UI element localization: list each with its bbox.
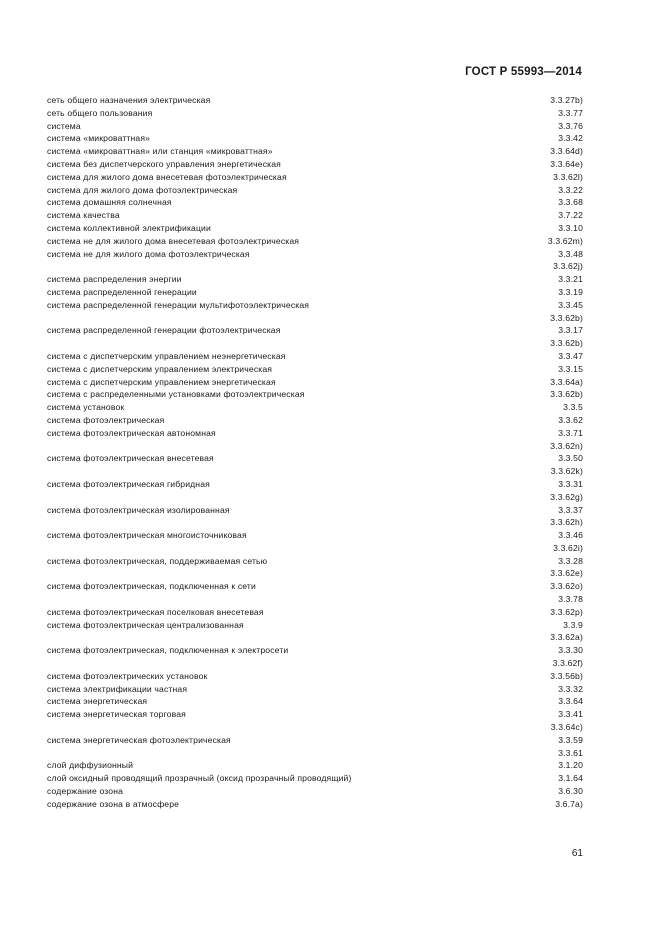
index-term: система коллективной электрификации: [47, 222, 211, 233]
index-entry: [47, 286, 583, 299]
index-term: система распределенной генерации: [47, 286, 197, 297]
index-term: слой оксидный проводящий прозрачный (оксид прозрачный проводящий): [47, 773, 352, 784]
index-reference: 3.3.62j): [553, 261, 583, 272]
index-term: система электрификации частная: [47, 683, 188, 694]
index-entry: [47, 209, 583, 222]
index-entry: [47, 504, 583, 517]
index-term: система не для жилого дома фотоэлектрическая: [47, 248, 250, 259]
term-index-list: [47, 94, 583, 811]
index-term: система распределенной генерации мультифотоэлектрическая: [47, 299, 310, 310]
index-entry: [47, 567, 583, 580]
index-term: система с диспетчерским управлением неэнергетическая: [47, 350, 286, 361]
index-entry: [47, 580, 583, 593]
index-reference: 3.3.62p): [550, 606, 583, 617]
index-reference: 3.3.5: [563, 402, 583, 413]
index-term: слой диффузионный: [47, 760, 134, 771]
index-reference: 3.3.64a): [550, 376, 583, 387]
index-entry: [47, 312, 583, 325]
index-term: система фотоэлектрическая, поддерживаемая сетью: [47, 555, 268, 566]
index-term: система фотоэлектрическая изолированная: [47, 504, 230, 515]
index-entry: [47, 657, 583, 670]
index-entry: [47, 721, 583, 734]
index-entry: [47, 196, 583, 209]
index-reference: 3.3.62e): [550, 568, 583, 579]
index-term: система домашняя солнечная: [47, 197, 172, 208]
index-term: система «микроваттная» или станция «микроваттная»: [47, 146, 273, 157]
index-term: система распределенной генерации фотоэлектрическая: [47, 325, 281, 336]
index-term: система фотоэлектрических установок: [47, 670, 208, 681]
index-reference: 3.3.62b): [550, 389, 583, 400]
index-entry: [47, 695, 583, 708]
index-entry: [47, 273, 583, 286]
document-header: ГОСТ Р 55993—2014: [465, 66, 582, 78]
index-term: система не для жилого дома внесетевая фотоэлектрическая: [47, 235, 300, 246]
index-reference: 3.3.62m): [547, 235, 583, 246]
index-entry: [47, 376, 583, 389]
index-reference: 3.3.64c): [550, 722, 583, 733]
index-entry: [47, 350, 583, 363]
index-reference: 3.3.68: [558, 197, 583, 208]
index-entry: [47, 120, 583, 133]
index-term: система фотоэлектрическая поселковая внесетевая: [47, 606, 264, 617]
index-term: сеть общего пользования: [47, 107, 153, 118]
index-entry: [47, 363, 583, 376]
index-reference: 3.3.17: [558, 325, 583, 336]
index-entry: [47, 772, 583, 785]
index-entry: [47, 542, 583, 555]
index-term: система без диспетчерского управления энергетическая: [47, 158, 281, 169]
index-reference: 3.1.20: [558, 760, 583, 771]
index-entry: [47, 132, 583, 145]
index-reference: 3.3.19: [558, 286, 583, 297]
index-entry: [47, 248, 583, 261]
index-term: система энергетическая фотоэлектрическая: [47, 734, 231, 745]
index-reference: 3.3.62b): [550, 338, 583, 349]
index-term: система: [47, 120, 81, 131]
index-entry: [47, 555, 583, 568]
index-entry: [47, 734, 583, 747]
index-reference: 3.3.78: [558, 594, 583, 605]
index-reference: 3.3.41: [558, 709, 583, 720]
index-term: система с диспетчерским управлением электрическая: [47, 363, 273, 374]
index-reference: 3.7.22: [558, 210, 583, 221]
index-entry: [47, 619, 583, 632]
index-term: система фотоэлектрическая: [47, 414, 165, 425]
index-reference: 3.3.42: [558, 133, 583, 144]
index-entry: [47, 478, 583, 491]
index-term: система энергетическая торговая: [47, 709, 186, 720]
index-reference: 3.3.62i): [553, 542, 583, 553]
index-entry: [47, 465, 583, 478]
index-term: система с диспетчерским управлением энергетическая: [47, 376, 276, 387]
index-entry: [47, 631, 583, 644]
index-entry: [47, 260, 583, 273]
index-reference: 3.3.62l): [553, 171, 583, 182]
index-entry: [47, 299, 583, 312]
index-term: система фотоэлектрическая гибридная: [47, 478, 210, 489]
index-reference: 3.3.28: [558, 555, 583, 566]
index-reference: 3.3.62f): [552, 658, 583, 669]
index-entry: [47, 440, 583, 453]
index-entry: [47, 145, 583, 158]
index-entry: [47, 401, 583, 414]
index-entry: [47, 747, 583, 760]
index-entry: [47, 491, 583, 504]
index-entry: [47, 94, 583, 107]
index-entry: [47, 235, 583, 248]
index-term: система фотоэлектрическая, подключенная к сети: [47, 581, 256, 592]
index-reference: 3.3.62k): [550, 466, 583, 477]
index-entry: [47, 644, 583, 657]
index-reference: 3.3.59: [558, 734, 583, 745]
index-entry: [47, 452, 583, 465]
index-reference: 3.3.76: [558, 120, 583, 131]
index-term: содержание озона: [47, 786, 124, 797]
index-reference: 3.3.46: [558, 530, 583, 541]
index-entry: [47, 158, 583, 171]
index-entry: [47, 516, 583, 529]
index-reference: 3.3.62g): [550, 491, 583, 502]
index-reference: 3.3.50: [558, 453, 583, 464]
index-term: сеть общего назначения электрическая: [47, 95, 211, 105]
index-term: система энергетическая: [47, 696, 148, 707]
page-number: 61: [571, 848, 583, 859]
index-reference: 3.3.47: [558, 350, 583, 361]
index-entry: [47, 222, 583, 235]
index-reference: 3.3.71: [558, 427, 583, 438]
index-reference: 3.3.64e): [550, 158, 583, 169]
index-reference: 3.3.9: [563, 619, 583, 630]
index-entry: [47, 324, 583, 337]
index-entry: [47, 529, 583, 542]
index-reference: 3.3.10: [558, 222, 583, 233]
index-reference: 3.3.21: [558, 274, 583, 285]
index-reference: 3.3.61: [558, 747, 583, 758]
index-entry: [47, 798, 583, 811]
index-reference: 3.3.31: [558, 478, 583, 489]
index-reference: 3.3.62a): [550, 632, 583, 643]
index-reference: 3.3.32: [558, 683, 583, 694]
index-reference: 3.3.22: [558, 184, 583, 195]
index-term: система фотоэлектрическая, подключенная к электросети: [47, 645, 289, 656]
index-reference: 3.3.62o): [550, 581, 583, 592]
index-term: система с распределенными установками фотоэлектрическая: [47, 389, 305, 400]
index-reference: 3.3.30: [558, 645, 583, 656]
index-entry: [47, 414, 583, 427]
index-reference: 3.3.48: [558, 248, 583, 259]
index-entry: [47, 708, 583, 721]
index-term: система «микроваттная»: [47, 133, 151, 144]
index-entry: [47, 184, 583, 197]
index-reference: 3.6.7a): [555, 798, 583, 809]
index-reference: 3.3.62b): [550, 312, 583, 323]
index-reference: 3.3.56b): [550, 670, 583, 681]
index-entry: [47, 427, 583, 440]
index-entry: [47, 593, 583, 606]
index-term: система распределения энергии: [47, 274, 182, 285]
index-reference: 3.3.62n): [550, 440, 583, 451]
index-reference: 3.1.64: [558, 773, 583, 784]
index-reference: 3.3.64: [558, 696, 583, 707]
index-reference: 3.3.37: [558, 504, 583, 515]
index-term: содержание озона в атмосфере: [47, 798, 180, 809]
index-term: система фотоэлектрическая централизованная: [47, 619, 244, 630]
index-entry: [47, 606, 583, 619]
index-reference: 3.3.62h): [550, 517, 583, 528]
index-term: система фотоэлектрическая внесетевая: [47, 453, 214, 464]
index-term: система для жилого дома фотоэлектрическая: [47, 184, 238, 195]
index-reference: 3.3.27b): [550, 95, 583, 105]
index-entry: [47, 171, 583, 184]
index-term: система фотоэлектрическая автономная: [47, 427, 216, 438]
index-entry: [47, 670, 583, 683]
index-entry: [47, 107, 583, 120]
index-term: система качества: [47, 210, 120, 221]
index-reference: 3.6.30: [558, 786, 583, 797]
index-entry: [47, 683, 583, 696]
index-term: система для жилого дома внесетевая фотоэлектрическая: [47, 171, 287, 182]
index-term: система установок: [47, 402, 125, 413]
index-entry: [47, 785, 583, 798]
index-entry: [47, 337, 583, 350]
index-entry: [47, 759, 583, 772]
index-reference: 3.3.62: [558, 414, 583, 425]
index-term: система фотоэлектрическая многоисточниковая: [47, 530, 247, 541]
index-reference: 3.3.77: [558, 107, 583, 118]
index-reference: 3.3.64d): [550, 146, 583, 157]
index-reference: 3.3.45: [558, 299, 583, 310]
index-reference: 3.3.15: [558, 363, 583, 374]
index-entry: [47, 388, 583, 401]
